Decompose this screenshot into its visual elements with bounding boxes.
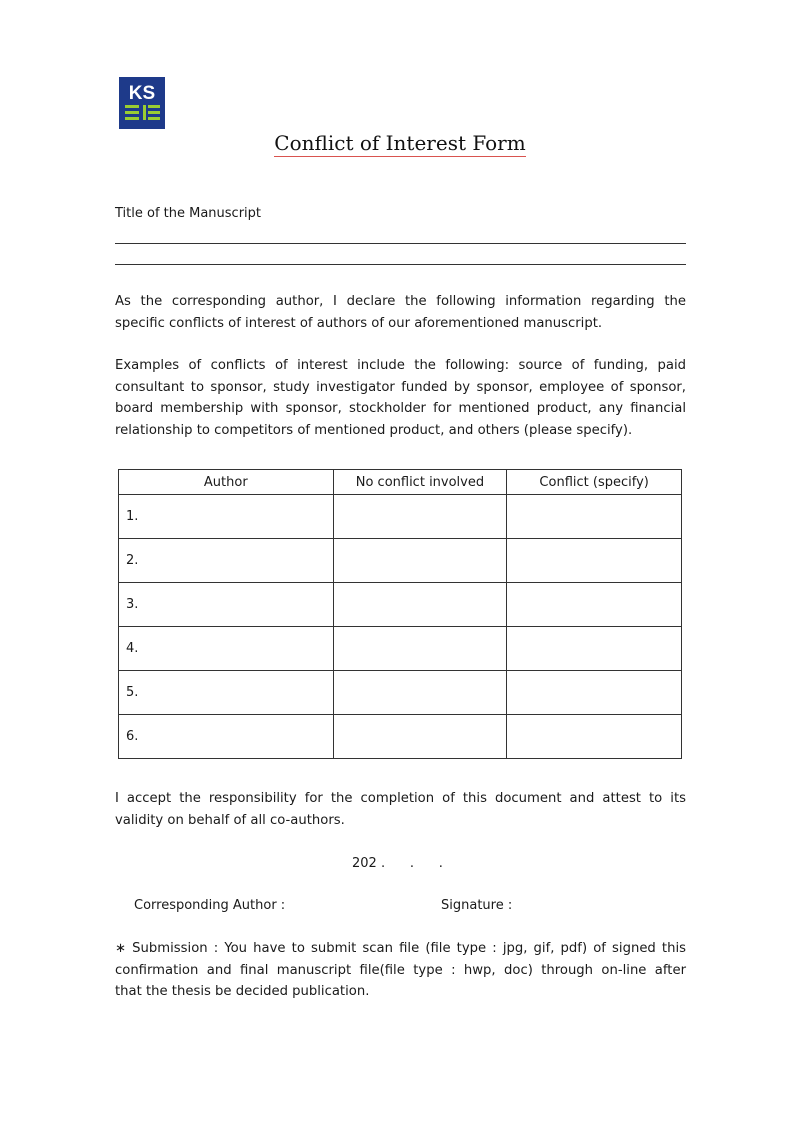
no-conflict-cell[interactable] bbox=[333, 715, 507, 759]
conflict-cell[interactable] bbox=[507, 715, 682, 759]
table-row bbox=[119, 715, 682, 759]
no-conflict-cell[interactable] bbox=[333, 583, 507, 627]
acceptance-line: I accept the responsibility for the completion of this document and attest to its bbox=[115, 791, 686, 806]
author-cell[interactable]: 2. bbox=[119, 539, 334, 583]
submission-line: ∗ Submission : You have to submit scan file (file type : jpg, gif, pdf) of signed this bbox=[115, 941, 686, 956]
no-conflict-cell[interactable] bbox=[333, 627, 507, 671]
declaration-line: As the corresponding author, I declare the following information regarding the bbox=[115, 294, 686, 309]
header-no-conflict: No conflict involved bbox=[333, 470, 507, 495]
examples-line: board membership with sponsor, stockholder for mentioned product, any financial bbox=[115, 401, 686, 417]
table-row bbox=[119, 671, 682, 715]
header-conflict-specify: Conflict (specify) bbox=[507, 470, 682, 495]
title-text: Conflict of Interest Form bbox=[274, 131, 526, 155]
conflict-cell[interactable] bbox=[507, 539, 682, 583]
author-cell[interactable]: 4. bbox=[119, 627, 334, 671]
table-row bbox=[119, 583, 682, 627]
examples-line: Examples of conflicts of interest include the following: source of funding, paid bbox=[115, 358, 686, 373]
examples-paragraph bbox=[115, 355, 686, 442]
table-header-row bbox=[119, 470, 682, 495]
submission-note bbox=[115, 938, 686, 1003]
author-cell[interactable]: 1. bbox=[119, 495, 334, 539]
table-row bbox=[119, 539, 682, 583]
declaration-paragraph bbox=[115, 291, 686, 334]
header-author: Author bbox=[119, 470, 334, 495]
manuscript-title-line-1[interactable] bbox=[115, 243, 686, 244]
examples-line: relationship to competitors of mentioned product, and others (please specify). bbox=[115, 423, 633, 439]
submission-line: that the thesis be decided publication. bbox=[115, 984, 370, 1000]
conflict-table bbox=[118, 469, 682, 759]
declaration-line: specific conflicts of interest of authors of our aforementioned manuscript. bbox=[115, 315, 603, 331]
conflict-cell[interactable] bbox=[507, 627, 682, 671]
no-conflict-cell[interactable] bbox=[333, 495, 507, 539]
journal-logo bbox=[119, 77, 165, 129]
corresponding-author-label: Corresponding Author : bbox=[134, 898, 286, 913]
manuscript-title-line-2[interactable] bbox=[115, 264, 686, 265]
acceptance-line: validity on behalf of all co-authors. bbox=[115, 812, 345, 828]
manuscript-title-label: Title of the Manuscript bbox=[115, 206, 262, 221]
author-cell[interactable]: 3. bbox=[119, 583, 334, 627]
author-cell[interactable]: 6. bbox=[119, 715, 334, 759]
no-conflict-cell[interactable] bbox=[333, 539, 507, 583]
logo-text: KS bbox=[128, 83, 156, 104]
conflict-cell[interactable] bbox=[507, 583, 682, 627]
conflict-cell[interactable] bbox=[507, 671, 682, 715]
author-cell[interactable]: 5. bbox=[119, 671, 334, 715]
table-row bbox=[119, 495, 682, 539]
date-field[interactable]: 202 . . . bbox=[352, 856, 443, 871]
page-title bbox=[0, 131, 800, 155]
signature-label: Signature : bbox=[441, 898, 513, 913]
submission-line: confirmation and final manuscript file(file type : hwp, doc) through on-line after bbox=[115, 962, 686, 978]
acceptance-paragraph bbox=[115, 788, 686, 831]
examples-line: consultant to sponsor, study investigator funded by sponsor, employee of sponsor, bbox=[115, 379, 686, 395]
no-conflict-cell[interactable] bbox=[333, 671, 507, 715]
table-row bbox=[119, 627, 682, 671]
conflict-cell[interactable] bbox=[507, 495, 682, 539]
